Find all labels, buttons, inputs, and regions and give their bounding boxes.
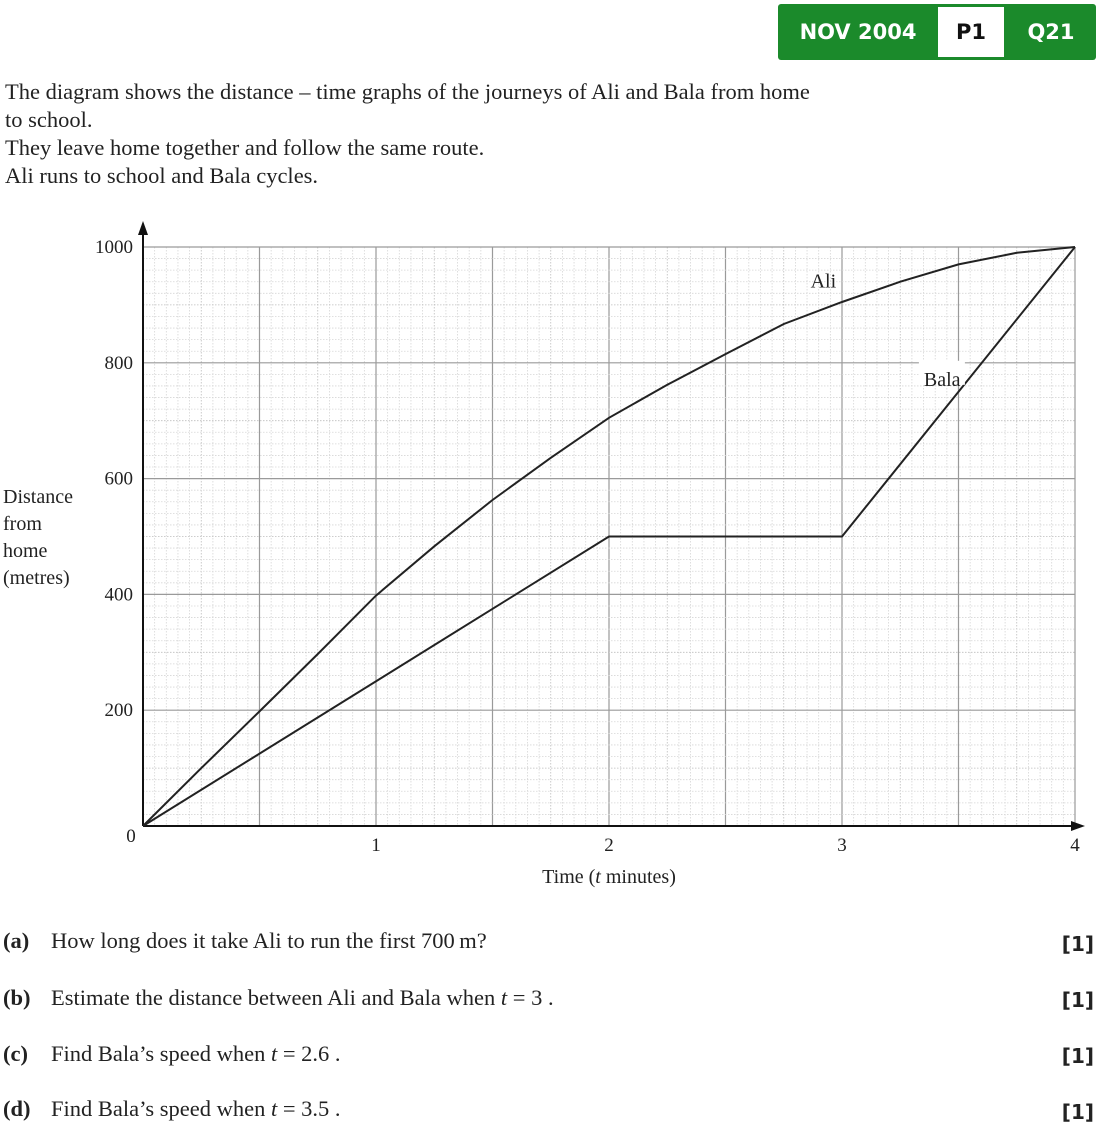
question-label: (b) <box>3 985 31 1010</box>
question-b <box>3 985 554 1011</box>
y-axis-label-line: (metres) <box>3 567 70 589</box>
question-badge <box>778 4 1096 60</box>
math-variable: t <box>270 1096 278 1121</box>
question-d-mark: [1] <box>1061 1100 1094 1124</box>
question-text: Estimate the distance between Ali and Bala when t = 3 . <box>51 985 554 1010</box>
y-tick-label: 200 <box>104 700 133 722</box>
exam-date: NOV 2004 <box>799 20 917 44</box>
math-variable: t <box>270 1041 278 1066</box>
question-label: (c) <box>3 1041 28 1066</box>
y-tick-label: 600 <box>104 468 133 490</box>
intro-line: to school. <box>5 107 93 132</box>
x-axis-label-variable: t <box>595 866 601 888</box>
y-axis-label-line: home <box>3 540 48 562</box>
x-axis-arrow <box>1071 821 1085 831</box>
question-a-mark: [1] <box>1061 932 1094 956</box>
question-intro <box>5 78 965 190</box>
x-tick-label: 1 <box>371 835 381 856</box>
paper-number: P1 <box>938 7 1004 57</box>
y-axis-label-line: Distance <box>3 486 73 508</box>
x-tick-label: 0 <box>126 826 136 847</box>
question-number: Q21 <box>1027 20 1075 44</box>
question-a <box>3 928 487 954</box>
question-text: Find Bala’s speed when t = 2.6 . <box>51 1041 341 1066</box>
x-axis-label-unit: minutes) <box>600 866 676 888</box>
intro-line: They leave home together and follow the same route. <box>5 135 485 160</box>
x-tick-label: 2 <box>604 835 614 856</box>
y-axis-arrow <box>138 221 148 235</box>
question-text: Find Bala’s speed when t = 3.5 . <box>51 1096 341 1121</box>
x-axis-label-text: Time ( <box>542 866 596 888</box>
y-axis-label-line: from <box>3 513 42 535</box>
question-label: (d) <box>3 1096 31 1121</box>
math-variable: t <box>500 985 508 1010</box>
question-c <box>3 1041 341 1067</box>
intro-line: Ali runs to school and Bala cycles. <box>5 163 319 188</box>
x-tick-label: 4 <box>1070 835 1080 856</box>
x-tick-label: 3 <box>837 835 847 856</box>
y-tick-label: 1000 <box>95 237 133 258</box>
series-label-bala: Bala <box>923 368 961 391</box>
intro-line: The diagram shows the distance – time graphs of the journeys of Ali and Bala from home <box>5 79 810 104</box>
x-axis-label <box>542 866 676 888</box>
series-label-ali: Ali <box>810 270 837 293</box>
question-b-mark: [1] <box>1061 988 1094 1012</box>
question-label: (a) <box>3 928 30 953</box>
question-text: How long does it take Ali to run the first 700 m? <box>51 928 487 953</box>
question-c-mark: [1] <box>1061 1044 1094 1068</box>
question-d <box>3 1096 341 1122</box>
y-tick-label: 800 <box>104 352 133 374</box>
distance-time-chart <box>0 215 1100 895</box>
chart-axes <box>138 221 1085 831</box>
y-tick-label: 400 <box>104 584 133 606</box>
